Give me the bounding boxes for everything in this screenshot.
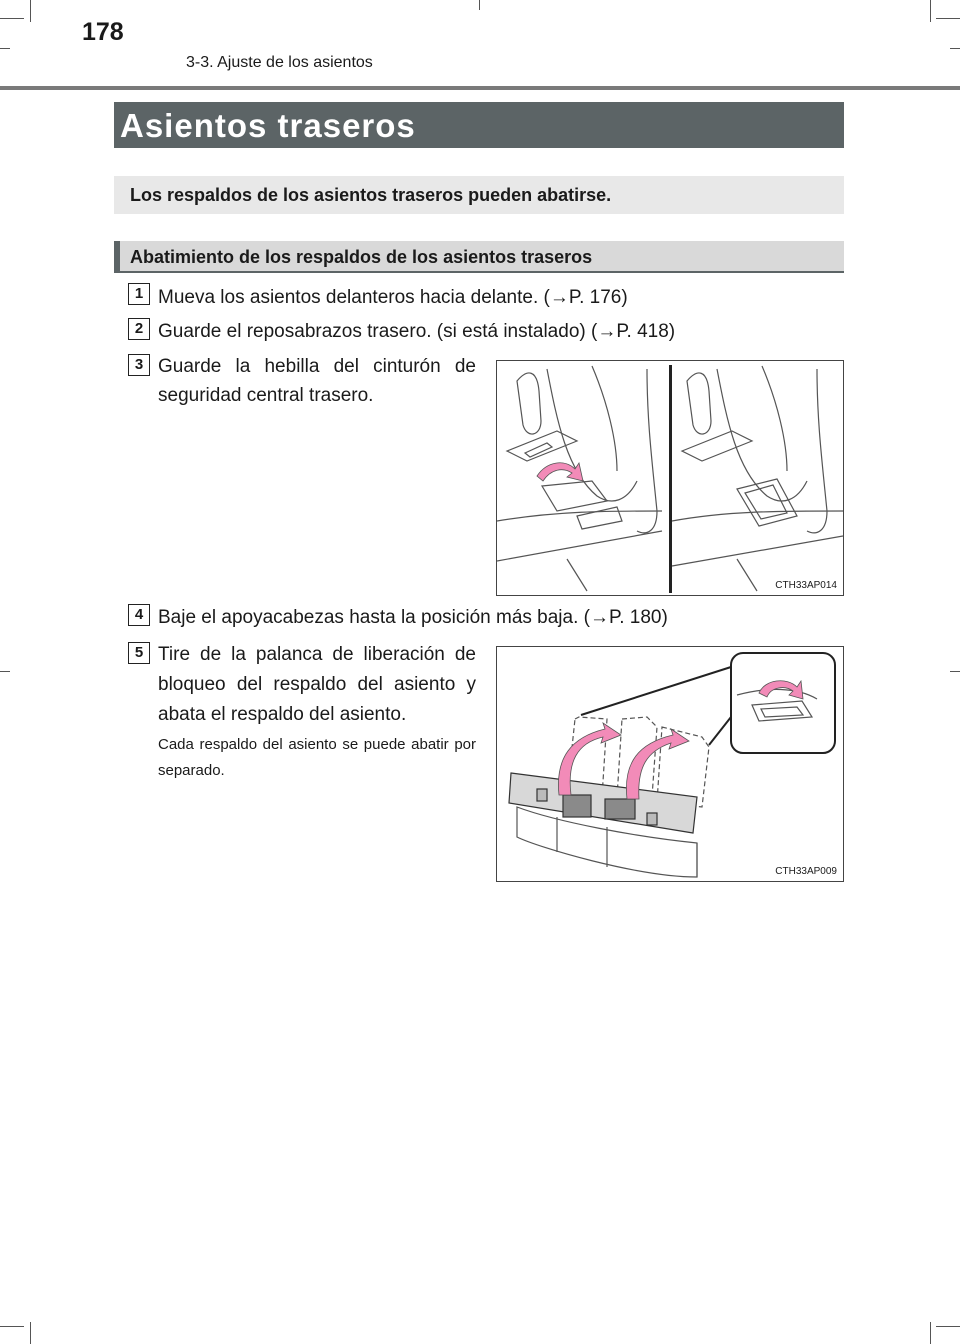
- intro-box: Los respaldos de los asientos traseros pueden abatirse.: [114, 176, 844, 214]
- crop-mark: [930, 1322, 931, 1344]
- section-heading: Abatimiento de los respaldos de los asientos traseros: [114, 241, 844, 273]
- figure-seatback-release: [496, 646, 844, 882]
- page-number: 178: [82, 18, 124, 46]
- crop-mark: [0, 671, 10, 672]
- running-head: 3-3. Ajuste de los asientos: [186, 54, 373, 71]
- step-text: Guarde la hebilla del cinturón de seguridad central trasero.: [158, 356, 476, 406]
- crop-mark: [479, 0, 480, 10]
- step-text: Baje el apoyacabezas hasta la posición más baja. (→P. 180): [158, 607, 668, 628]
- seatback-fold-illustration: [497, 647, 844, 882]
- crop-mark: [30, 0, 31, 22]
- seatbelt-buckle-illustration: [497, 361, 844, 596]
- crop-mark: [30, 1322, 31, 1344]
- crop-mark: [0, 18, 24, 19]
- crop-mark: [950, 671, 960, 672]
- step-number-badge: 2: [128, 318, 150, 340]
- page-title: Asientos traseros: [114, 102, 844, 148]
- step-number-badge: 1: [128, 283, 150, 305]
- figure-seatbelt-buckle: [496, 360, 844, 596]
- crop-mark: [930, 0, 931, 22]
- figure-code: CTH33AP009: [775, 866, 837, 877]
- crop-mark: [0, 1326, 24, 1327]
- header-rule: [0, 86, 960, 90]
- step-note: Cada respaldo del asiento se puede abatir por separado.: [158, 736, 476, 779]
- step-text: Mueva los asientos delanteros hacia delante. (→P. 176): [158, 287, 628, 308]
- crop-mark: [936, 1326, 960, 1327]
- step-number-badge: 4: [128, 604, 150, 626]
- step-text: Tire de la palanca de liberación de bloqueo del respaldo del asiento y abata el respaldo del asiento.: [158, 644, 476, 725]
- step-number-badge: 3: [128, 354, 150, 376]
- step-number-badge: 5: [128, 642, 150, 664]
- crop-mark: [950, 48, 960, 49]
- step-text: Guarde el reposabrazos trasero. (si está instalado) (→P. 418): [158, 321, 676, 342]
- crop-mark: [0, 48, 10, 49]
- crop-mark: [936, 18, 960, 19]
- figure-code: CTH33AP014: [775, 580, 837, 591]
